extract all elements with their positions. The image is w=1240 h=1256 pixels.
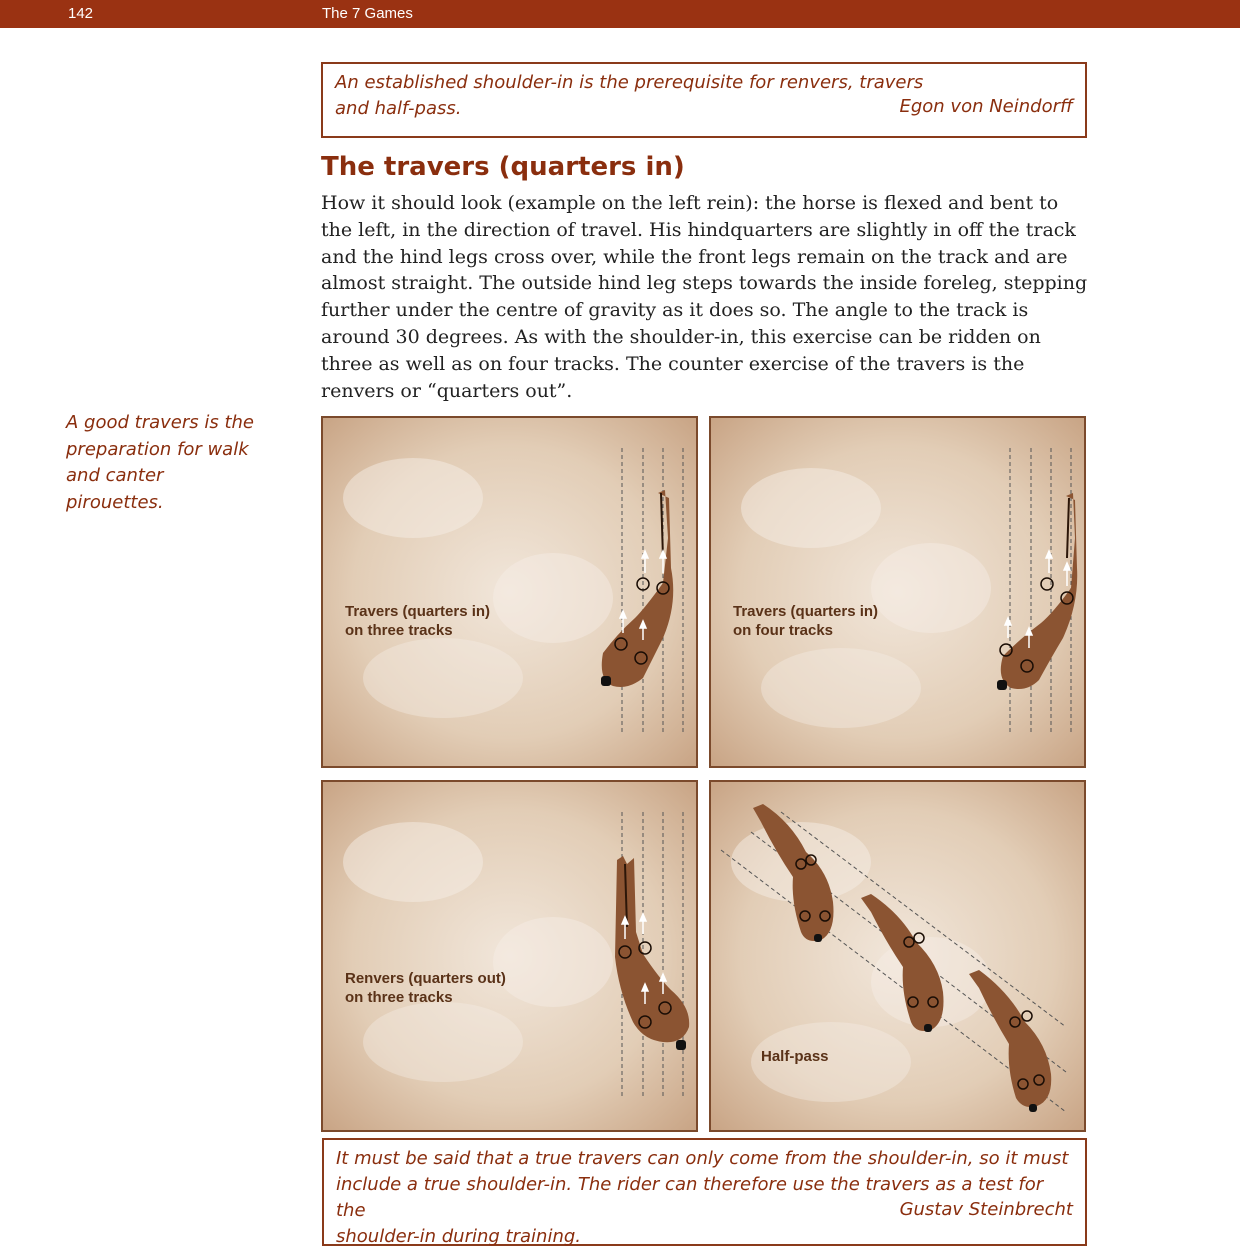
page-number: 142 — [68, 5, 94, 22]
diagram-label-3-line2: on three tracks — [345, 989, 453, 1006]
diagram-renvers-three-tracks — [321, 780, 698, 1132]
diagram-label-4: Half-pass — [761, 1048, 829, 1065]
diagram-label-2-line1: Travers (quarters in) — [733, 603, 879, 620]
running-title: The 7 Games — [322, 5, 413, 22]
bottom-quote-line2: include a true shoulder-in. The rider can therefore use the travers as a test for the — [336, 1174, 1044, 1221]
page-header — [0, 0, 1240, 28]
section-body: How it should look (example on the left rein): the horse is flexed and bent to the left, in the direction of travel. His hindquarters are slightly in off the track and the hind legs cross over, while the front legs remain on the track and are almost straight. The outside hind leg steps towards the inside foreleg, stepping further under the centre of gravity as it does so. The angle to the track is around 30 degrees. As with the shoulder-in, this exercise can be ridden on three as well as on four tracks. The counter exercise of the travers is the renvers or “quarters out”. — [321, 192, 1088, 402]
diagram-label-2-line2: on four tracks — [733, 622, 834, 639]
bottom-quote-line1: It must be said that a true travers can only come from the shoulder-in, so it must — [336, 1148, 1069, 1169]
bottom-quote — [322, 1138, 1087, 1246]
diagram-travers-four-tracks — [709, 416, 1086, 768]
section-heading: The travers (quarters in) — [321, 152, 685, 182]
diagram-label-1-line2: on three tracks — [345, 622, 453, 639]
diagram-label-3-line1: Renvers (quarters out) — [345, 970, 506, 987]
diagram-travers-three-tracks — [321, 416, 698, 768]
diagram-label-1-line1: Travers (quarters in) — [345, 603, 491, 620]
top-quote-author: Egon von Neindorff — [899, 96, 1073, 117]
top-quote-line2: and half-pass. — [335, 98, 462, 119]
top-quote — [321, 62, 1087, 138]
bottom-quote-author: Gustav Steinbrecht — [899, 1199, 1073, 1220]
top-quote-line1: An established shoulder-in is the prerequisite for renvers, travers — [335, 72, 924, 93]
margin-note: A good travers is the preparation for walk and canter pirouettes. — [66, 412, 254, 513]
diagram-half-pass — [709, 780, 1086, 1132]
bottom-quote-line3: shoulder-in during training. — [336, 1226, 581, 1247]
